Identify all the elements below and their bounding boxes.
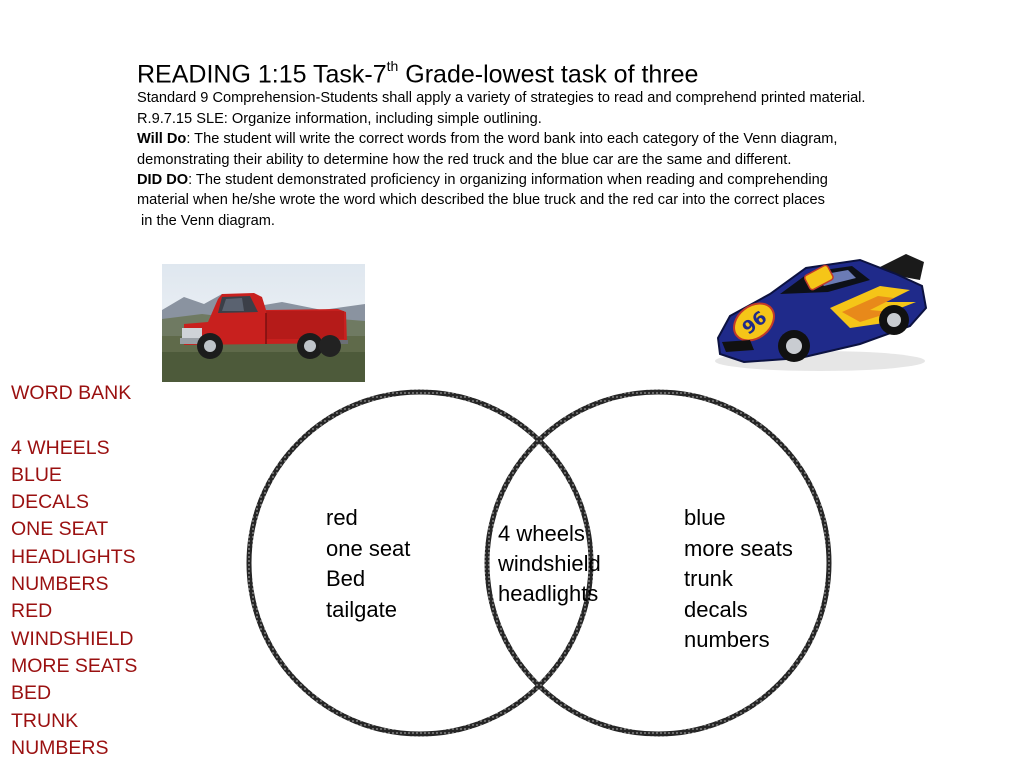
venn-left-item: tailgate: [326, 596, 397, 622]
did-do-line-3: in the Venn diagram.: [137, 212, 275, 229]
word-bank-item: ONE SEAT: [11, 518, 109, 541]
car-number: 96: [738, 307, 772, 340]
venn-left-item: Bed: [326, 566, 366, 591]
word-bank-item: WINDSHIELD: [11, 627, 134, 650]
venn-right-item: blue: [684, 505, 726, 530]
word-bank-item: HEADLIGHTS: [11, 545, 136, 568]
word-bank-item: BLUE: [11, 463, 62, 486]
word-bank-item: RED: [11, 600, 53, 623]
venn-right-item: decals: [684, 596, 748, 622]
did-do-line-2: material when he/she wrote the word which described the blue truck and the red car into the correct places: [137, 192, 825, 209]
word-bank-item: DECALS: [11, 491, 90, 514]
venn-middle-item: headlights: [498, 581, 599, 606]
word-bank-item: TRUNK: [11, 709, 79, 732]
venn-right-item: numbers: [684, 627, 770, 652]
venn-right-list: [684, 503, 793, 656]
word-bank-item: MORE SEATS: [11, 654, 138, 677]
word-bank-item: NUMBERS: [11, 573, 109, 596]
venn-middle-list: [498, 519, 601, 609]
will-do-line-2: demonstrating their ability to determine how the red truck and the blue car are the same and different.: [137, 151, 792, 168]
sle-line: R.9.7.15 SLE: Organize information, including simple outlining.: [137, 110, 542, 127]
will-do-line: Will Do: The student will write the correct words from the word bank into each category of the Venn diagram,: [137, 131, 838, 148]
venn-left-item: red: [326, 505, 358, 530]
word-bank-item: 4 WHEELS: [11, 436, 110, 459]
word-bank-item: NUMBERS: [11, 736, 109, 759]
standard-line: Standard 9 Comprehension-Students shall apply a variety of strategies to read and comprehend printed material.: [137, 90, 866, 107]
venn-middle-item: windshield: [498, 551, 601, 576]
venn-left-list: [326, 503, 410, 625]
did-do-line: DID DO: The student demonstrated proficiency in organizing information when reading and comprehending: [137, 171, 828, 188]
word-bank-title: WORD BANK: [11, 382, 132, 404]
venn-right-item: trunk: [684, 566, 733, 591]
venn-right-item: more seats: [684, 535, 793, 561]
word-bank-item: BED: [11, 682, 52, 705]
venn-left-item: one seat: [326, 535, 411, 561]
page-title: READING 1:15 Task-7th Grade-lowest task of three: [137, 58, 699, 89]
venn-middle-item: 4 wheels: [498, 521, 585, 546]
